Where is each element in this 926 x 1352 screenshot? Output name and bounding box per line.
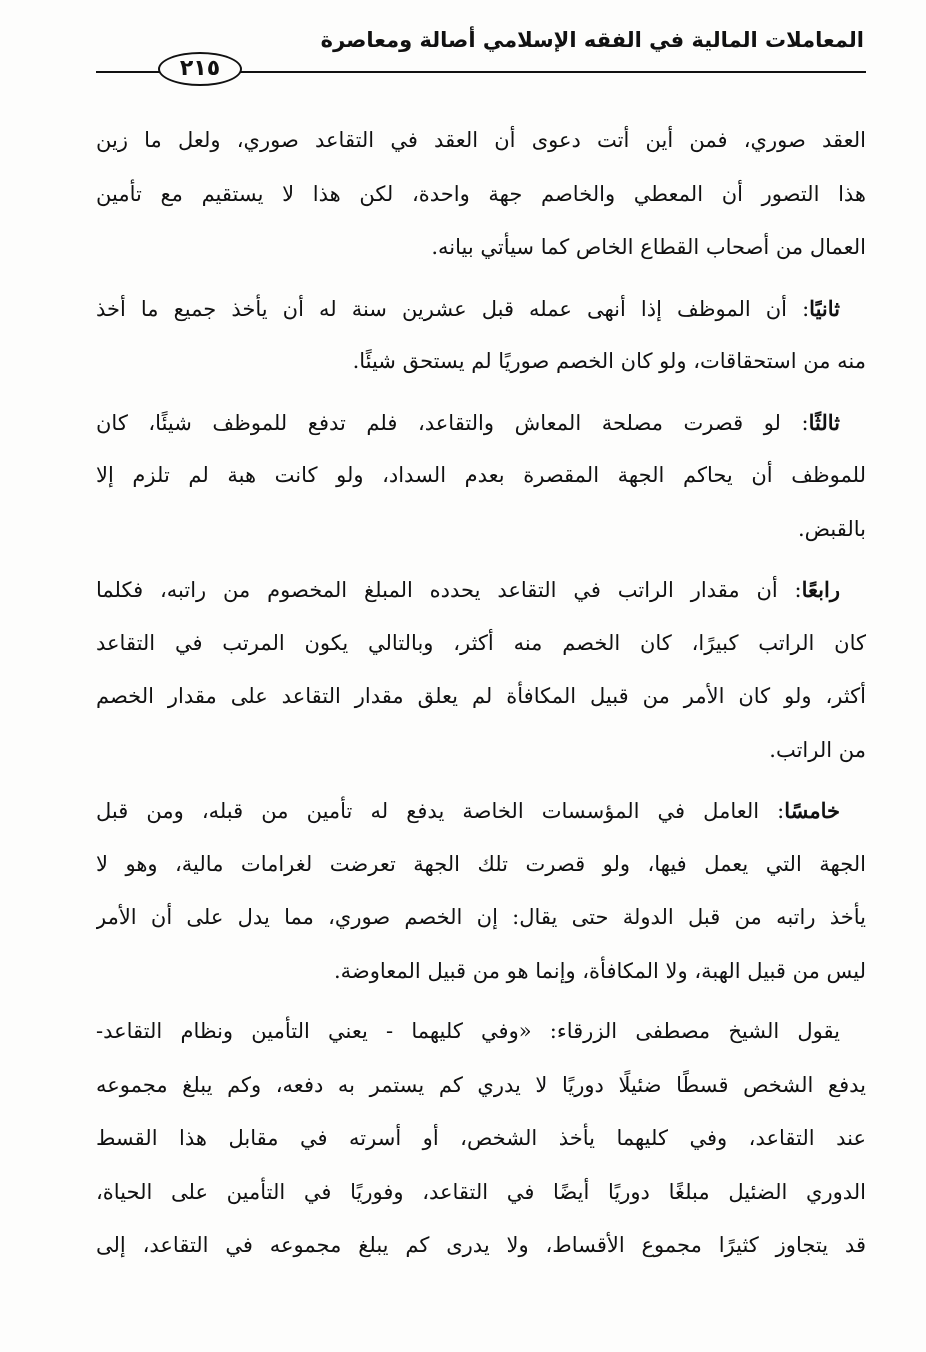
text-line [96, 396, 866, 450]
text-line: يدفع الشخص قسطًا ضئيلًا دوريًا لا يدري كم يستمر به دفعه، وكم يبلغ مجموعه [96, 1072, 866, 1097]
text-line: من الراتب. [769, 737, 866, 762]
paragraph-third [96, 396, 866, 557]
paragraph-lead: خامسًا [784, 798, 840, 823]
text-line [96, 784, 866, 838]
text-line: بالقبض. [797, 516, 866, 541]
text-line: الجهة التي يعمل فيها، ولو قصرت تلك الجهة تعرضت لغرامات مالية، وهو لا [96, 851, 866, 876]
paragraph-quotation [96, 1005, 866, 1273]
text-span: : العامل في المؤسسات الخاصة يدفع له تأمين من قبله، ومن قبل [96, 799, 785, 823]
text-line: كان الراتب كبيرًا، كان الخصم منه أكثر، وبالتالي يكون المرتب في التقاعد [96, 630, 866, 655]
paragraph-fifth [96, 784, 866, 998]
text-line: يأخذ راتبه من قبل الدولة حتى يقال: إن الخصم صوري، مما يدل على أن الأمر [96, 905, 866, 929]
text-span: : أن مقدار الراتب في التقاعد يحدده المبلغ المخصوم من راتبه، فكلما [96, 578, 802, 602]
text-line [96, 282, 866, 336]
body-text [96, 114, 866, 1273]
text-line: منه من استحقاقات، ولو كان الخصم صوريًا لم يستحق شيئًا. [352, 349, 866, 373]
paragraph-second [96, 282, 866, 389]
text-line: للموظف أن يحاكم الجهة المقصرة بعدم السداد، ولو كانت هبة لم تلزم إلا [96, 463, 866, 487]
text-line: هذا التصور أن المعطي والخاصم جهة واحدة، لكن هذا لا يستقيم مع تأمين [96, 181, 866, 206]
text-span: : لو قصرت مصلحة المعاش والتقاعد، فلم تدفع للموظف شيئًا، كان [96, 410, 809, 435]
paragraph-fourth [96, 563, 866, 777]
paragraph-continuation [96, 114, 866, 275]
paragraph-lead: رابعًا [801, 577, 840, 602]
text-line: الدوري الضئيل مبلغًا دوريًا أيضًا في التقاعد، وفوريًا في التأمين على الحياة، [96, 1179, 866, 1204]
text-line: العقد صوري، فمن أين أتت دعوى أن العقد في التقاعد صوري، ولعل ما زين [96, 128, 866, 152]
text-line: أكثر، ولو كان الأمر من قبيل المكافأة لم يعلق مقدار التقاعد على مقدار الخصم [96, 684, 866, 708]
page-number: ٢١٥ [179, 56, 221, 81]
text-line: يقول الشيخ مصطفى الزرقاء: «وفي كليهما - يعني التأمين ونظام التقاعد- [96, 1019, 840, 1043]
text-line: العمال من أصحاب القطاع الخاص كما سيأتي بيانه. [431, 235, 866, 259]
text-line: عند التقاعد، وفي كليهما يأخذ الشخص، أو أسرته في مقابل هذا القسط [96, 1126, 866, 1150]
text-span: : أن الموظف إذا أنهى عمله قبل عشرين سنة له أن يأخذ جميع ما أخذ [96, 296, 810, 321]
paragraph-lead: ثانيًا [809, 295, 840, 321]
page-number-badge [158, 52, 242, 86]
text-line: ليس من قبيل الهبة، ولا المكافأة، وإنما هو من قبيل المعاوضة. [333, 958, 866, 983]
running-title: المعاملات المالية في الفقه الإسلامي أصالة ومعاصرة [320, 28, 864, 52]
text-line: قد يتجاوز كثيرًا مجموع الأقساط، ولا يدرى كم يبلغ مجموعه في التقاعد، إلى [96, 1233, 866, 1257]
paragraph-lead: ثالثًا [808, 409, 840, 435]
text-line [96, 563, 866, 617]
